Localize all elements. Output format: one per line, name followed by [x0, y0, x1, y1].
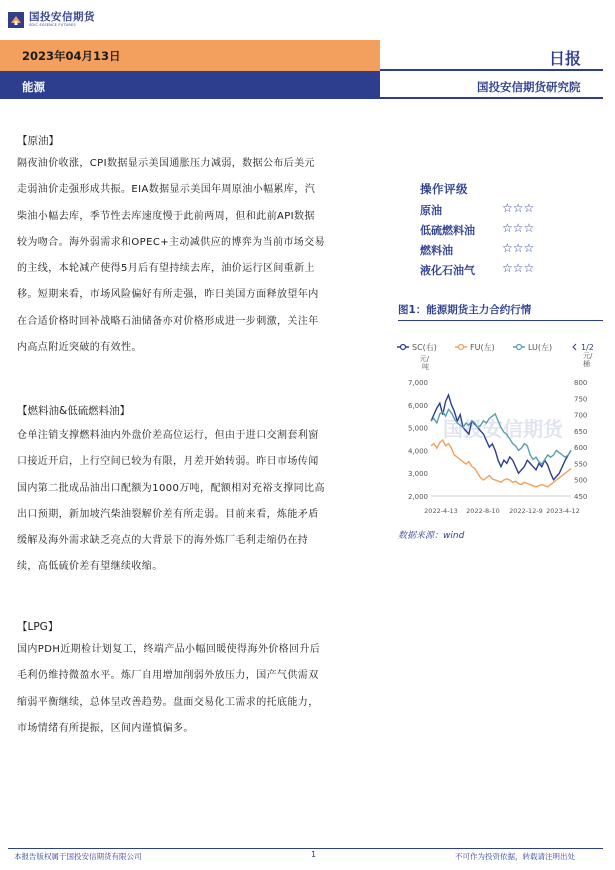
rating-heading: 操作评级: [420, 182, 468, 196]
series-line-fu: [431, 440, 571, 487]
footer-copyright: 本报告版权属于国投安信期货有限公司: [14, 852, 142, 861]
paragraph-line: 出口预期，新加坡汽柴油裂解价差有所走弱。目前来看，炼能矛盾: [17, 508, 319, 520]
paragraph-line: 内高点附近突破的有效性。: [17, 342, 142, 354]
rating-name: 低硫燃料油: [420, 224, 475, 237]
y-tick-left: 3,000: [407, 470, 428, 479]
legend-marker: [517, 345, 522, 350]
figure-title: 图1：能源期货主力合约行情: [398, 304, 532, 316]
paragraph-line: 的主线，本轮减产使得5月后有望持续去库，油价运行区间重新上: [17, 263, 315, 275]
paragraph-line: 移。短期来看，市场风险偏好有所走强，昨日美国方面释放望年内: [17, 289, 319, 301]
y-tick-right: 500: [574, 476, 588, 485]
x-tick-label: 2023-4-12: [546, 507, 580, 515]
paragraph-line: 国内第二批成品油出口配额为1000万吨，配额相对充裕支撑同比高: [17, 482, 325, 494]
logo-text: [29, 12, 95, 28]
header-divider: [380, 97, 603, 99]
chart-watermark: 国投安信期货: [443, 417, 563, 441]
paragraph-line: 续，高低硫价差有望继续收缩。: [17, 561, 163, 573]
paragraph-line: 在合适价格时回补战略石油储备亦对价格形成进一步刺激，关注年: [17, 315, 319, 327]
paragraph-line: 毛利仍维持微盈水平。炼厂自用增加削弱外放压力，国产气供需双: [17, 670, 319, 682]
rating-stars: ☆☆☆: [502, 221, 535, 235]
paragraph-line: 柴油小幅去库，季节性去库速度慢于此前两周，但和此前API数据: [17, 210, 315, 222]
rating-name: 原油: [420, 204, 442, 217]
paragraph-line: 口接近开启，上行空间已较为有限，月差开始转弱。昨日市场传闻: [17, 456, 319, 468]
y-tick-right: 700: [574, 411, 588, 420]
section-title-lpg: 【LPG】: [17, 621, 59, 633]
section-title-crude: 【原油】: [17, 135, 59, 147]
report-type: 日报: [549, 49, 582, 68]
paragraph-line: 市场情绪有所提振，区间内谨慎偏多。: [17, 722, 194, 734]
y-tick-left: 4,000: [407, 447, 428, 456]
footer-disclaimer: 不可作为投资依据，转载请注明出处: [455, 852, 575, 861]
y-tick-right: 650: [574, 427, 588, 436]
section-body-crude: [17, 151, 372, 361]
y-tick-left: 7,000: [407, 379, 428, 387]
x-tick-label: 2022-4-13: [424, 507, 458, 515]
paragraph-line: 缓解及海外需求缺乏亮点的大背景下的海外炼厂毛利走缩仍在持: [17, 535, 309, 547]
axis-unit-left: 元/: [419, 355, 429, 363]
y-tick-right: 750: [574, 395, 588, 404]
paragraph-line: 隔夜油价收涨，CPI数据显示美国通胀压力减弱，数据公布后美元: [17, 158, 315, 169]
legend-page: 1/2: [581, 343, 594, 352]
y-tick-left: 2,000: [407, 493, 428, 501]
rating-row-fuel-oil: [420, 242, 560, 264]
legend-prev-icon: [573, 344, 576, 350]
y-tick-right: 600: [574, 444, 588, 453]
x-tick-label: 2022-8-10: [466, 507, 500, 515]
section-body-fuel-oil: [17, 423, 372, 581]
section-body-lpg: [17, 637, 372, 742]
paragraph-line: 国内PDH近期检计划复工，终端产品小幅回暖使得海外价格回升后: [17, 644, 321, 655]
report-topic: 能源: [22, 80, 45, 94]
rating-name: 燃料油: [420, 244, 453, 257]
y-tick-right: 550: [574, 460, 588, 469]
rating-stars: ☆☆☆: [502, 241, 535, 255]
legend-marker: [459, 345, 464, 350]
axis-unit-left: 吨: [422, 363, 429, 371]
x-tick-label: 2022-12-9: [509, 507, 543, 515]
y-tick-right: 800: [574, 379, 588, 387]
rating-stars: ☆☆☆: [502, 201, 535, 215]
figure-title-rule: [398, 320, 603, 321]
logo-mark-icon: [8, 12, 24, 28]
rating-row-crude: [420, 202, 560, 224]
logo-name-cn: 国投安信期货: [29, 11, 95, 23]
legend-label: FU(左): [470, 343, 495, 352]
y-tick-left: 6,000: [407, 401, 428, 410]
rating-name: 液化石油气: [420, 264, 475, 277]
rating-stars: ☆☆☆: [502, 261, 535, 275]
axis-unit-right: 桶: [583, 360, 590, 368]
price-chart: [393, 336, 603, 521]
header-divider: [380, 69, 603, 71]
footer-rule: [8, 848, 603, 849]
legend-label: LU(左): [528, 343, 553, 352]
rating-row-lsfo: [420, 222, 560, 244]
logo-name-en: SDIC ESSENCE FUTURES: [29, 23, 76, 27]
report-date: 2023年04月13日: [22, 49, 121, 63]
paragraph-line: 缩弱平衡继续，总体呈改善趋势。盘面交易化工需求的托底能力，: [17, 696, 319, 708]
legend-marker: [401, 345, 406, 350]
rating-row-lpg: [420, 262, 560, 284]
y-tick-right: 450: [574, 493, 588, 501]
section-title-fuel-oil: 【燃料油&低硫燃料油】: [17, 405, 131, 417]
y-tick-left: 5,000: [407, 424, 428, 433]
research-institute: 国投安信期货研究院: [477, 80, 581, 94]
axis-unit-right: 元/: [583, 352, 593, 360]
data-source: 数据来源：wind: [398, 531, 465, 541]
legend-label: SC(右): [412, 343, 437, 352]
company-logo: [8, 9, 118, 31]
paragraph-line: 仓单注销支撑燃料油内外盘价差高位运行，但由于进口交割套利窗: [17, 430, 319, 441]
page-number: 1: [311, 850, 317, 859]
paragraph-line: 走弱油价走强形成共振。EIA数据显示美国年周原油小幅累库，汽: [17, 184, 316, 196]
paragraph-line: 较为吻合。海外弱需求和OPEC+主动减供应的博弈为当前市场交易: [17, 236, 325, 248]
